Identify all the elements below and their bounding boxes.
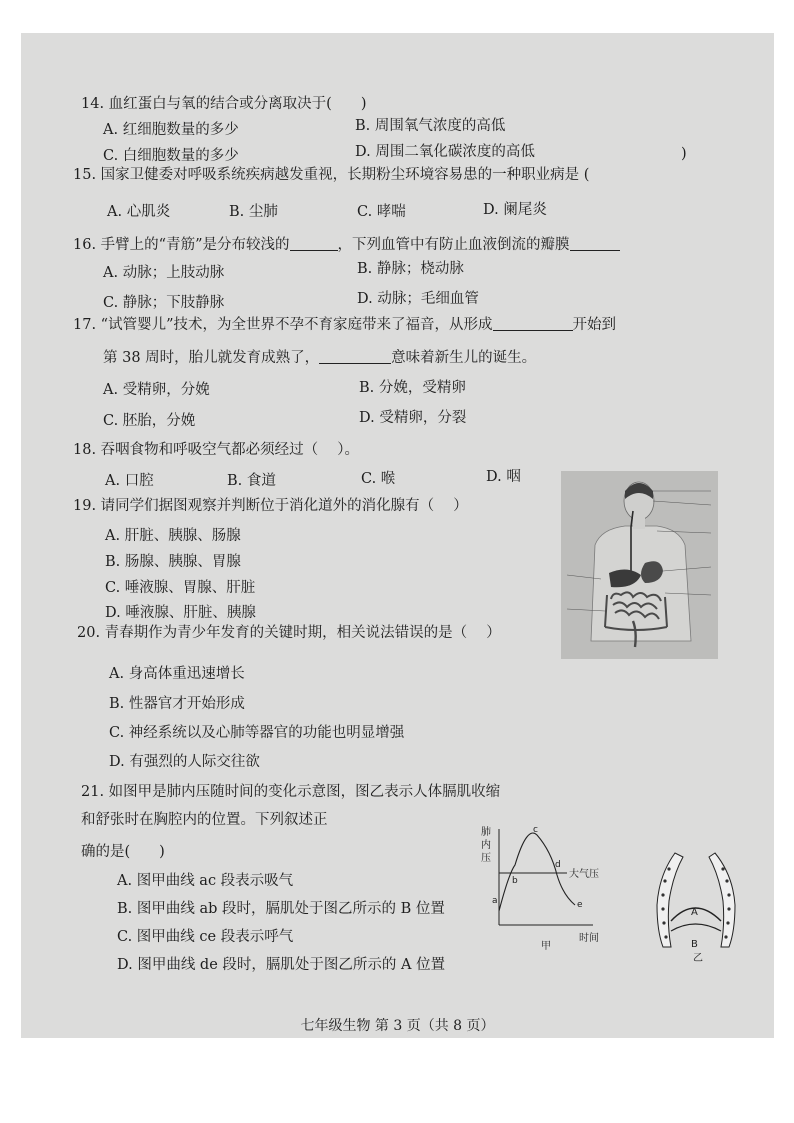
q18-option-a: A. 口腔 bbox=[105, 473, 154, 489]
q19-option-d: D. 唾液腺、肝脏、胰腺 bbox=[105, 605, 256, 621]
q16-blank-1 bbox=[290, 236, 338, 251]
q14-option-b: B. 周围氧气浓度的高低 bbox=[355, 118, 506, 134]
diagram-yi-diaphragm bbox=[647, 845, 747, 963]
q21-option-d: D. 图甲曲线 de 段时，膈肌处于图乙所示的 A 位置 bbox=[117, 957, 446, 973]
point-e-label: e bbox=[577, 900, 583, 910]
q20-option-a: A. 身高体重迅速增长 bbox=[109, 666, 245, 682]
q16-blank-2 bbox=[570, 236, 620, 251]
q14-option-c: C. 白细胞数量的多少 bbox=[103, 148, 239, 164]
q15-option-d: D. 阑尾炎 bbox=[483, 202, 547, 218]
q17-blank-1 bbox=[493, 316, 573, 331]
q16-stem bbox=[73, 236, 620, 253]
graph-jia-caption: 甲 bbox=[541, 941, 551, 952]
ylabel-char-3: 压 bbox=[481, 853, 491, 864]
q17-blank-2 bbox=[319, 349, 391, 364]
q17-stem-d: 意味着新生儿的诞生。 bbox=[391, 350, 537, 366]
page-footer: 七年级生物 第 3 页（共 8 页） bbox=[300, 1018, 495, 1034]
q17-option-d: D. 受精卵，分裂 bbox=[359, 410, 467, 426]
q17-option-a: A. 受精卵，分娩 bbox=[103, 382, 210, 398]
q15-option-b: B. 尘肺 bbox=[229, 204, 278, 220]
q17-stem-a: 17. “试管婴儿”技术，为全世界不孕不育家庭带来了福音，从形成 bbox=[73, 317, 493, 333]
point-b-label: b bbox=[512, 876, 518, 886]
q20-stem: 20. 青春期作为青少年发育的关键时期，相关说法错误的是（ ） bbox=[77, 625, 501, 641]
ylabel-char-2: 内 bbox=[481, 840, 491, 851]
q18-option-b: B. 食道 bbox=[227, 473, 276, 489]
diagram-yi-caption: 乙 bbox=[693, 953, 703, 963]
q14-option-d: D. 周围二氧化碳浓度的高低 bbox=[355, 144, 535, 160]
q20-option-d: D. 有强烈的人际交往欲 bbox=[109, 754, 260, 770]
position-a-label: A bbox=[691, 907, 698, 918]
q19-stem: 19. 请同学们据图观察并判断位于消化道外的消化腺有（ ） bbox=[73, 498, 468, 514]
q17-stem-line1 bbox=[73, 316, 616, 333]
q18-stem: 18. 吞咽食物和呼吸空气都必须经过（ ）。 bbox=[73, 442, 360, 458]
q15-stem: 15. 国家卫健委对呼吸系统疾病越发重视，长期粉尘环境容易患的一种职业病是 ( bbox=[73, 167, 590, 183]
q21-option-c: C. 图甲曲线 ce 段表示呼气 bbox=[117, 929, 294, 945]
right-ribcage bbox=[709, 853, 735, 947]
point-d-label: d bbox=[555, 860, 561, 870]
q19-option-c: C. 唾液腺、胃腺、肝脏 bbox=[105, 580, 256, 596]
q14-paren: ) bbox=[681, 146, 687, 162]
q15-option-a: A. 心肌炎 bbox=[107, 204, 171, 220]
q16-option-b: B. 静脉；桡动脉 bbox=[357, 261, 464, 277]
q19-option-b: B. 肠腺、胰腺、胃腺 bbox=[105, 554, 241, 570]
q20-option-b: B. 性器官才开始形成 bbox=[109, 696, 245, 712]
q17-stem-c: 第 38 周时，胎儿就发育成熟了， bbox=[103, 350, 320, 366]
position-b-label: B bbox=[691, 939, 698, 950]
ylabel-char-1: 肺 bbox=[481, 827, 491, 838]
q21-option-b: B. 图甲曲线 ab 段时，膈肌处于图乙所示的 B 位置 bbox=[117, 901, 445, 917]
curve-point-labels bbox=[492, 825, 583, 910]
q21-stem-line1: 21. 如图甲是肺内压随时间的变化示意图，图乙表示人体膈肌收缩 bbox=[81, 784, 501, 800]
q21-stem-line3: 确的是( ) bbox=[81, 844, 165, 860]
q17-stem-b: 开始到 bbox=[572, 317, 616, 333]
q17-stem-line2 bbox=[103, 349, 536, 366]
q15-option-c: C. 哮喘 bbox=[357, 204, 406, 220]
q17-option-c: C. 胚胎，分娩 bbox=[103, 413, 196, 429]
x-axis-label: 时间 bbox=[579, 933, 599, 944]
q18-option-c: C. 喉 bbox=[361, 471, 396, 487]
point-c-label: c bbox=[533, 825, 538, 835]
q16-stem-a: 16. 手臂上的“青筋”是分布较浅的 bbox=[73, 237, 290, 253]
q21-stem-line2: 和舒张时在胸腔内的位置。下列叙述正 bbox=[81, 812, 328, 828]
pressure-curve bbox=[499, 833, 575, 911]
q14-stem: 14. 血红蛋白与氧的结合或分离取决于( ) bbox=[81, 96, 367, 112]
q19-option-a: A. 肝脏、胰腺、肠腺 bbox=[105, 528, 241, 544]
q21-option-a: A. 图甲曲线 ac 段表示吸气 bbox=[117, 873, 294, 889]
digestive-system-diagram bbox=[561, 471, 718, 659]
left-ribcage bbox=[657, 853, 683, 947]
exam-page bbox=[21, 33, 774, 1038]
q16-stem-b: ，下列血管中有防止血液倒流的瓣膜 bbox=[337, 237, 570, 253]
q14-option-a: A. 红细胞数量的多少 bbox=[103, 122, 239, 138]
diaphragm-contracted bbox=[671, 924, 721, 931]
q16-option-c: C. 静脉；下肢静脉 bbox=[103, 295, 225, 311]
q16-option-d: D. 动脉；毛细血管 bbox=[357, 291, 479, 307]
q16-option-a: A. 动脉；上肢动脉 bbox=[103, 265, 225, 281]
q20-option-c: C. 神经系统以及心肺等器官的功能也明显增强 bbox=[109, 725, 405, 741]
point-a-label: a bbox=[492, 896, 498, 906]
q18-option-d: D. 咽 bbox=[486, 469, 521, 485]
graph-jia-ylabel bbox=[481, 825, 491, 864]
atmospheric-pressure-label: 大气压 bbox=[569, 869, 599, 880]
graph-jia-lung-pressure bbox=[475, 821, 625, 953]
q17-option-b: B. 分娩，受精卵 bbox=[359, 380, 466, 396]
